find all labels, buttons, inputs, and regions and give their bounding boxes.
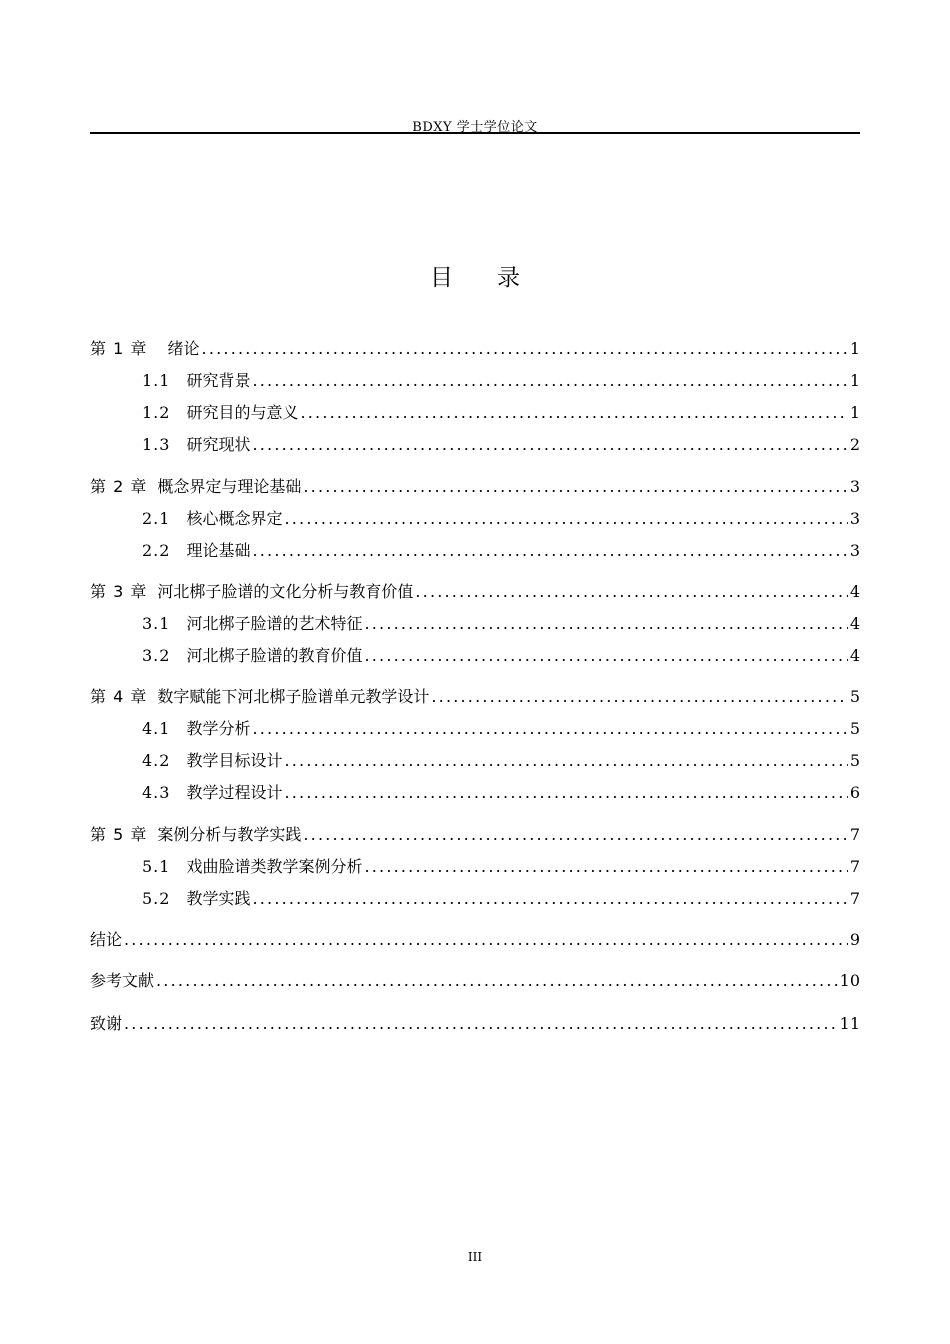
page-number: III (467, 1250, 483, 1264)
toc-entry-label: 参考文献 (90, 971, 155, 990)
dot-leader (156, 971, 838, 991)
toc-entry (90, 961, 860, 991)
dot-leader (300, 403, 847, 423)
toc-entry-number: 3.1 (142, 614, 171, 633)
toc-entry (90, 920, 860, 950)
toc-entry-number: 5.2 (142, 889, 171, 908)
toc-entry-label: 结论 (90, 930, 123, 949)
toc-entry-number: 1.3 (142, 435, 171, 454)
dot-leader (303, 477, 847, 497)
toc-entry (90, 847, 860, 877)
toc-entry-label: 绪论 (157, 339, 200, 358)
toc-entry-number: 第 4 章 (90, 687, 148, 706)
toc-entry-number: 5.1 (142, 857, 171, 876)
toc-entry (90, 572, 860, 602)
toc-entry-page: 7 (849, 857, 860, 876)
toc-entry (90, 361, 860, 391)
toc-entry (90, 499, 860, 529)
toc-entry-label: 数字赋能下河北梆子脸谱单元教学设计 (157, 687, 430, 706)
dot-leader (202, 339, 848, 359)
toc-entry-number: 第 5 章 (90, 825, 148, 844)
toc-entry (90, 741, 860, 771)
toc-entry-number: 2.1 (142, 509, 171, 528)
toc-entry-number: 1.2 (142, 403, 171, 422)
dot-leader (284, 751, 847, 771)
toc-entry (90, 1004, 860, 1034)
toc-entry-number: 4.2 (142, 751, 171, 770)
toc-entry-label: 教学过程设计 (186, 783, 283, 802)
toc-entry-number: 第 1 章 (90, 339, 148, 358)
dot-leader (415, 582, 847, 602)
toc-entry-label: 戏曲脸谱类教学案例分析 (186, 857, 363, 876)
toc-entry-page: 1 (849, 339, 860, 358)
toc-title: 目录 (430, 265, 564, 291)
dot-leader (252, 889, 847, 909)
toc-entry (90, 425, 860, 455)
toc-entry-page: 6 (849, 783, 860, 802)
toc-entry-page: 5 (849, 751, 860, 770)
dot-leader (252, 371, 847, 391)
dot-leader (364, 857, 847, 877)
toc-entry-label: 理论基础 (186, 541, 251, 560)
toc-entry (90, 531, 860, 561)
dot-leader (252, 541, 847, 561)
toc-entry-label: 教学分析 (186, 719, 251, 738)
toc-entry-label: 河北梆子脸谱的教育价值 (186, 646, 363, 665)
toc-entry-page: 3 (849, 541, 860, 560)
toc-entry-label: 研究背景 (186, 371, 251, 390)
dot-leader (364, 614, 847, 634)
toc-entry-label: 教学目标设计 (186, 751, 283, 770)
toc-entry-label: 河北梆子脸谱的艺术特征 (186, 614, 363, 633)
toc-entry-number: 2.2 (142, 541, 171, 560)
toc-entry-number: 4.1 (142, 719, 171, 738)
dot-leader (124, 1014, 838, 1034)
toc-entry-number: 3.2 (142, 646, 171, 665)
toc-entry-page: 7 (849, 889, 860, 908)
toc-entry-label: 研究目的与意义 (186, 403, 299, 422)
toc-entry-page: 4 (849, 614, 860, 633)
toc-entry (90, 604, 860, 634)
dot-leader (124, 930, 848, 950)
toc-entry-label: 河北梆子脸谱的文化分析与教育价值 (157, 582, 414, 601)
toc-entry-page: 4 (849, 582, 860, 601)
toc-entry-page: 3 (849, 509, 860, 528)
toc-entry-page: 9 (849, 930, 860, 949)
toc-entry-label: 核心概念界定 (186, 509, 283, 528)
toc-entry (90, 709, 860, 739)
toc-entry (90, 467, 860, 497)
toc-entry (90, 636, 860, 666)
dot-leader (284, 783, 847, 803)
toc-entry-page: 5 (849, 719, 860, 738)
toc-entry (90, 329, 860, 359)
toc-entry-page: 7 (849, 825, 860, 844)
toc-entry (90, 815, 860, 845)
dot-leader (431, 687, 847, 707)
toc-entry-label: 教学实践 (186, 889, 251, 908)
toc-entry-page: 3 (849, 477, 860, 496)
toc-entry-number: 4.3 (142, 783, 171, 802)
toc-entry-number: 1.1 (142, 371, 171, 390)
toc-entry-page: 1 (849, 403, 860, 422)
toc-entry-page: 10 (839, 971, 860, 990)
toc-entry-label: 致谢 (90, 1014, 123, 1033)
dot-leader (252, 719, 847, 739)
toc-entry-page: 2 (849, 435, 860, 454)
toc-entry-number: 第 3 章 (90, 582, 148, 601)
dot-leader (303, 825, 847, 845)
running-header: BDXY 学士学位论文 (412, 120, 538, 135)
toc-entry (90, 879, 860, 909)
dot-leader (364, 646, 847, 666)
header-rule (90, 132, 860, 134)
toc-entry-label: 概念界定与理论基础 (157, 477, 302, 496)
toc-entry-page: 5 (849, 687, 860, 706)
toc-entry (90, 677, 860, 707)
toc-entry-page: 4 (849, 646, 860, 665)
toc-entry-number: 第 2 章 (90, 477, 148, 496)
toc-entry (90, 393, 860, 423)
toc-entry-label: 案例分析与教学实践 (157, 825, 302, 844)
toc-entry-page: 11 (839, 1014, 860, 1033)
dot-leader (284, 509, 847, 529)
toc-entry-label: 研究现状 (186, 435, 251, 454)
toc-entry-page: 1 (849, 371, 860, 390)
dot-leader (252, 435, 847, 455)
toc-entry (90, 773, 860, 803)
